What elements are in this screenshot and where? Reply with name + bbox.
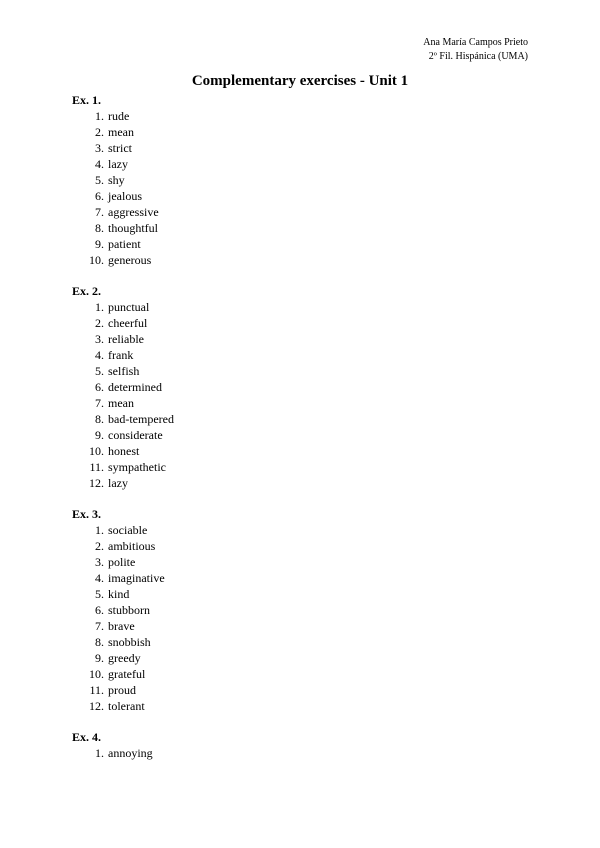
item-number: 2. [95,125,104,139]
list-item [72,236,528,252]
item-number: 7. [95,205,104,219]
exercise-section [72,284,528,491]
list-item [72,682,528,698]
item-number: 4. [95,348,104,362]
list-item [72,379,528,395]
item-text: polite [108,555,136,569]
list-item [72,745,528,761]
list-item [72,331,528,347]
item-text: punctual [108,300,150,314]
list-item [72,108,528,124]
exercise-heading: Ex. 4. [72,730,102,744]
list-item [72,570,528,586]
item-text: sympathetic [108,460,166,474]
list-item [72,522,528,538]
item-number: 11. [89,683,104,697]
item-number: 9. [95,428,104,442]
list-item [72,172,528,188]
item-number: 1. [95,746,104,760]
item-text: frank [108,348,134,362]
exercise-list [72,522,528,714]
list-item [72,602,528,618]
item-text: sociable [108,523,148,537]
exercise-heading: Ex. 3. [72,507,102,521]
item-text: considerate [108,428,163,442]
list-item [72,315,528,331]
item-number: 10. [89,444,104,458]
item-number: 1. [95,109,104,123]
item-text: tolerant [108,699,145,713]
list-item [72,299,528,315]
item-number: 2. [95,316,104,330]
item-text: patient [108,237,141,251]
list-item [72,188,528,204]
item-text: ambitious [108,539,156,553]
list-item [72,347,528,363]
item-number: 9. [95,651,104,665]
exercise-list [72,745,528,761]
course-name: 2º Fil. Hispánica (UMA) [428,51,528,62]
item-text: strict [108,141,132,155]
item-number: 10. [89,667,104,681]
item-text: lazy [108,476,128,490]
item-number: 12. [89,699,104,713]
item-text: thoughtful [108,221,158,235]
item-number: 7. [95,619,104,633]
exercise-section [72,93,528,268]
list-item [72,538,528,554]
list-item [72,252,528,268]
exercise-heading: Ex. 1. [72,93,102,107]
list-item [72,650,528,666]
list-item [72,124,528,140]
item-text: greedy [108,651,141,665]
exercise-section [72,507,528,714]
list-item [72,363,528,379]
item-number: 1. [95,300,104,314]
item-number: 3. [95,141,104,155]
item-text: stubborn [108,603,150,617]
item-number: 8. [95,221,104,235]
item-text: kind [108,587,130,601]
item-number: 4. [95,157,104,171]
item-text: selfish [108,364,140,378]
item-number: 11. [89,460,104,474]
item-number: 7. [95,396,104,410]
item-number: 1. [95,523,104,537]
item-number: 12. [89,476,104,490]
item-number: 5. [95,587,104,601]
list-item [72,475,528,491]
exercise-section [72,730,528,761]
item-text: grateful [108,667,146,681]
item-number: 2. [95,539,104,553]
item-number: 8. [95,412,104,426]
item-text: mean [108,125,134,139]
item-text: generous [108,253,152,267]
item-text: annoying [108,746,153,760]
item-text: bad-tempered [108,412,174,426]
item-text: cheerful [108,316,148,330]
list-item [72,554,528,570]
item-number: 4. [95,571,104,585]
item-text: proud [108,683,136,697]
list-item [72,411,528,427]
item-text: jealous [108,189,142,203]
list-item [72,586,528,602]
item-text: determined [108,380,162,394]
author-name: Ana María Campos Prieto [423,37,528,48]
document-title: Complementary exercises - Unit 1 [191,73,409,89]
item-text: aggressive [108,205,159,219]
exercise-list [72,108,528,268]
item-number: 6. [95,380,104,394]
item-number: 9. [95,237,104,251]
list-item [72,618,528,634]
exercise-heading: Ex. 2. [72,284,102,298]
list-item [72,427,528,443]
item-text: shy [108,173,125,187]
item-text: imaginative [108,571,165,585]
item-text: honest [108,444,140,458]
list-item [72,220,528,236]
item-number: 6. [95,189,104,203]
item-text: mean [108,396,134,410]
list-item [72,634,528,650]
list-item [72,395,528,411]
item-number: 8. [95,635,104,649]
item-text: lazy [108,157,128,171]
item-text: rude [108,109,130,123]
item-number: 6. [95,603,104,617]
list-item [72,443,528,459]
item-number: 10. [89,253,104,267]
list-item [72,140,528,156]
item-text: brave [108,619,135,633]
exercise-list [72,299,528,491]
exercises-content [72,93,528,777]
item-text: snobbish [108,635,151,649]
item-text: reliable [108,332,144,346]
item-number: 3. [95,332,104,346]
list-item [72,156,528,172]
item-number: 5. [95,173,104,187]
item-number: 5. [95,364,104,378]
list-item [72,204,528,220]
page-header [423,36,528,64]
list-item [72,459,528,475]
item-number: 3. [95,555,104,569]
list-item [72,698,528,714]
list-item [72,666,528,682]
